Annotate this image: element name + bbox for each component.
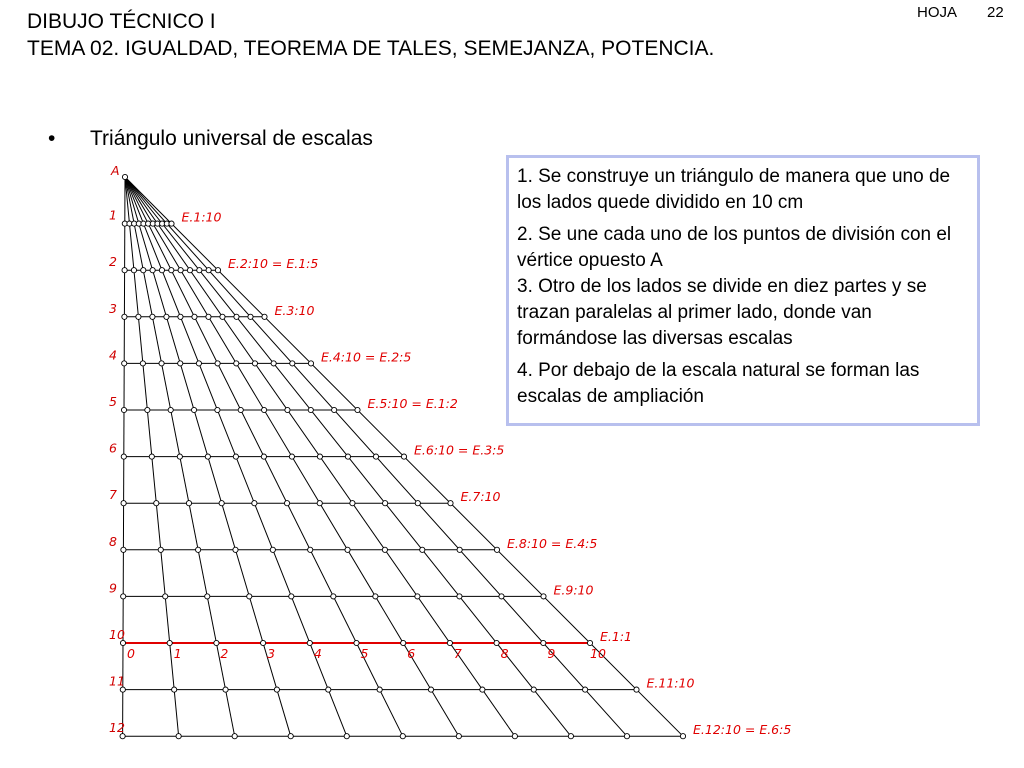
division-node xyxy=(541,594,546,599)
division-node xyxy=(447,640,452,645)
division-node xyxy=(233,454,238,459)
division-node xyxy=(354,640,359,645)
row-number: 8 xyxy=(109,533,117,549)
division-node xyxy=(141,268,146,273)
division-node xyxy=(326,687,331,692)
division-node xyxy=(122,268,127,273)
division-node xyxy=(415,501,420,506)
division-node xyxy=(154,501,159,506)
instruction-step-3: 3. Otro de los lados se divide en diez partes y se trazan paralelas al primer lado, donde van formándose las diversas escalas xyxy=(517,276,927,349)
course-title: DIBUJO TÉCNICO I xyxy=(27,10,216,33)
division-node xyxy=(373,454,378,459)
natural-scale-number: 2 xyxy=(220,646,229,661)
division-node xyxy=(271,361,276,366)
natural-scale-number: 3 xyxy=(267,646,276,661)
division-node xyxy=(308,361,313,366)
division-node xyxy=(345,454,350,459)
row-number: 3 xyxy=(109,300,117,316)
bullet-icon: • xyxy=(48,127,56,150)
division-node xyxy=(624,734,629,739)
division-node xyxy=(290,361,295,366)
division-node xyxy=(344,734,349,739)
division-node xyxy=(177,454,182,459)
division-node xyxy=(196,547,201,552)
sheet-label: HOJA xyxy=(917,4,958,21)
division-node xyxy=(350,501,355,506)
division-node xyxy=(122,361,127,366)
division-node xyxy=(206,314,211,319)
division-node xyxy=(274,687,279,692)
division-node xyxy=(176,734,181,739)
division-node xyxy=(262,407,267,412)
division-node xyxy=(382,547,387,552)
division-node xyxy=(308,547,313,552)
row-number: 7 xyxy=(109,487,117,503)
scale-label: E.7:10 xyxy=(460,489,501,505)
division-node xyxy=(159,268,164,273)
row-number: 5 xyxy=(109,394,117,409)
natural-scale-number: 10 xyxy=(590,646,606,661)
division-node xyxy=(512,734,517,739)
division-node xyxy=(223,687,228,692)
division-node xyxy=(159,361,164,366)
natural-scale-number: 9 xyxy=(547,646,556,661)
division-node xyxy=(373,594,378,599)
division-node xyxy=(196,361,201,366)
division-node xyxy=(289,594,294,599)
division-node xyxy=(178,361,183,366)
division-node xyxy=(206,268,211,273)
division-node xyxy=(234,314,239,319)
division-node xyxy=(401,640,406,645)
division-node xyxy=(121,501,126,506)
division-node xyxy=(169,268,174,273)
division-node xyxy=(307,640,312,645)
division-node xyxy=(215,268,220,273)
division-node xyxy=(121,407,126,412)
natural-scale-number: 4 xyxy=(313,646,322,661)
natural-scale-number: 1 xyxy=(173,646,182,661)
division-node xyxy=(186,501,191,506)
topic-title: TEMA 02. IGUALDAD, TEOREMA DE TALES, SEMEJANZA, POTENCIA. xyxy=(27,37,715,60)
division-node xyxy=(428,687,433,692)
row-number: 11 xyxy=(109,673,125,689)
division-node xyxy=(355,407,360,412)
row-number: 10 xyxy=(109,627,125,642)
division-node xyxy=(219,501,224,506)
row-number: 9 xyxy=(109,580,117,596)
division-node xyxy=(149,454,154,459)
division-node xyxy=(587,640,592,645)
division-node xyxy=(178,314,183,319)
division-node xyxy=(270,547,275,552)
division-node xyxy=(121,454,126,459)
division-node xyxy=(332,407,337,412)
division-node xyxy=(163,594,168,599)
division-node xyxy=(284,501,289,506)
division-node xyxy=(317,501,322,506)
division-node xyxy=(248,314,253,319)
division-node xyxy=(122,314,127,319)
division-node xyxy=(187,268,192,273)
division-node xyxy=(169,221,174,226)
scale-label: E.8:10 = E.4:5 xyxy=(507,535,598,551)
scale-label: E.11:10 xyxy=(646,675,695,691)
division-node xyxy=(205,594,210,599)
division-node xyxy=(261,454,266,459)
division-node xyxy=(680,734,685,739)
scale-label: E.6:10 = E.3:5 xyxy=(414,442,505,458)
division-node xyxy=(220,314,225,319)
natural-scale-number: 0 xyxy=(127,646,135,661)
row-number: 1 xyxy=(109,207,117,223)
division-node xyxy=(232,734,237,739)
scale-label: E.9:10 xyxy=(553,582,594,598)
division-node xyxy=(197,268,202,273)
division-node xyxy=(457,547,462,552)
division-node xyxy=(136,314,141,319)
division-node xyxy=(164,314,169,319)
division-node xyxy=(288,734,293,739)
division-node xyxy=(285,407,290,412)
division-node xyxy=(420,547,425,552)
division-node xyxy=(480,687,485,692)
division-node xyxy=(456,734,461,739)
division-node xyxy=(145,407,150,412)
bullet-text: Triángulo universal de escalas xyxy=(90,127,373,150)
division-node xyxy=(172,687,177,692)
division-node xyxy=(214,640,219,645)
division-node xyxy=(448,501,453,506)
division-node xyxy=(233,547,238,552)
division-node xyxy=(583,687,588,692)
division-node xyxy=(252,361,257,366)
division-node xyxy=(499,594,504,599)
vertex-label: A xyxy=(111,163,120,178)
natural-scale-number: 8 xyxy=(500,646,509,661)
division-node xyxy=(568,734,573,739)
division-node xyxy=(494,640,499,645)
natural-scale-number: 7 xyxy=(453,646,462,661)
row-number: 4 xyxy=(109,347,117,363)
scale-label: E.5:10 = E.1:2 xyxy=(367,396,458,411)
division-node xyxy=(377,687,382,692)
division-node xyxy=(238,407,243,412)
division-node xyxy=(262,314,267,319)
division-node xyxy=(494,547,499,552)
natural-scale-number: 6 xyxy=(407,646,416,661)
division-node xyxy=(121,547,126,552)
division-node xyxy=(192,314,197,319)
division-node xyxy=(158,547,163,552)
division-node xyxy=(317,454,322,459)
division-node xyxy=(150,268,155,273)
division-node xyxy=(415,594,420,599)
scale-label: E.3:10 xyxy=(274,302,315,318)
division-node xyxy=(234,361,239,366)
division-node xyxy=(215,361,220,366)
division-node xyxy=(345,547,350,552)
division-node xyxy=(457,594,462,599)
division-node xyxy=(205,454,210,459)
division-node xyxy=(308,407,313,412)
instruction-step-2: 2. Se une cada uno de los puntos de división con el vértice opuesto A xyxy=(517,224,952,271)
division-node xyxy=(400,734,405,739)
division-node xyxy=(634,687,639,692)
division-node xyxy=(167,640,172,645)
division-node xyxy=(289,454,294,459)
scale-label: E.4:10 = E.2:5 xyxy=(321,349,412,365)
instruction-step-1: 1. Se construye un triángulo de manera que uno de los lados quede dividido en 10 cm xyxy=(517,166,951,213)
division-node xyxy=(121,594,126,599)
scale-label: E.2:10 = E.1:5 xyxy=(228,256,319,272)
division-node xyxy=(168,407,173,412)
division-node xyxy=(261,640,266,645)
scale-label: E.12:10 = E.6:5 xyxy=(693,722,792,738)
division-node xyxy=(331,594,336,599)
division-node xyxy=(401,454,406,459)
division-node xyxy=(150,314,155,319)
vertex-node xyxy=(122,174,127,179)
division-node xyxy=(140,361,145,366)
division-node xyxy=(383,501,388,506)
division-node xyxy=(247,594,252,599)
instruction-step-4: 4. Por debajo de la escala natural se forman las escalas de ampliación xyxy=(517,360,920,407)
division-node xyxy=(178,268,183,273)
natural-scale-number: 5 xyxy=(360,646,369,661)
division-node xyxy=(131,268,136,273)
division-node xyxy=(191,407,196,412)
sheet-number: 22 xyxy=(987,4,1004,21)
scale-label: E.1:1 xyxy=(600,629,632,644)
division-node xyxy=(252,501,257,506)
row-number: 12 xyxy=(109,720,125,736)
scale-label: E.1:10 xyxy=(181,209,222,225)
division-node xyxy=(541,640,546,645)
division-node xyxy=(531,687,536,692)
row-number: 6 xyxy=(109,440,117,456)
division-node xyxy=(215,407,220,412)
row-number: 2 xyxy=(109,254,117,270)
